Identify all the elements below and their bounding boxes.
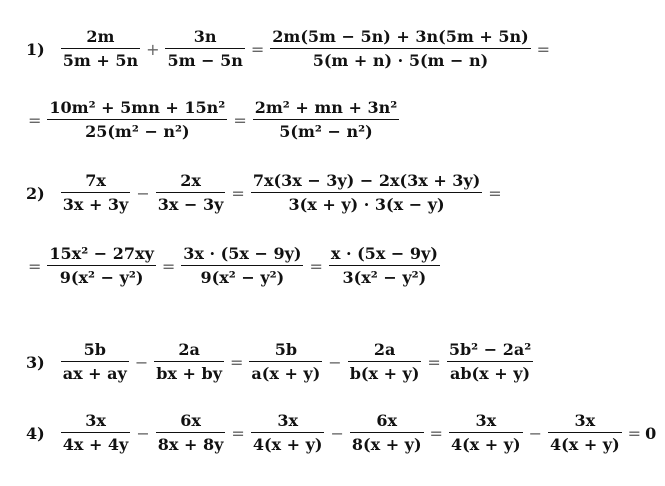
denominator: 8(x + y) [351, 435, 422, 455]
denominator: 5m + 5n [62, 51, 139, 71]
fraction-bar [253, 119, 400, 120]
numerator: 7x [85, 171, 106, 190]
fraction [253, 99, 400, 142]
fraction [270, 28, 530, 71]
denominator: 4x + 4y [62, 435, 129, 455]
fraction [329, 245, 440, 288]
numerator: 5b² − 2a² [448, 340, 532, 359]
denominator: 4(x + y) [450, 435, 521, 455]
denominator: 3x − 3y [157, 195, 224, 215]
equation-line [26, 412, 656, 455]
operator: = [233, 110, 247, 130]
denominator: 9(x² − y²) [200, 268, 285, 288]
operator: = [536, 39, 551, 59]
fraction-bar [47, 265, 155, 266]
operator: − [134, 352, 149, 372]
fraction [249, 341, 322, 384]
fraction [47, 245, 155, 288]
fraction-bar [181, 265, 303, 266]
fraction [156, 412, 226, 455]
operator: = [627, 423, 642, 443]
fraction-bar [61, 432, 131, 433]
numerator: 3n [193, 27, 217, 46]
fraction-bar [61, 361, 129, 362]
fraction [181, 245, 303, 288]
fraction [61, 172, 131, 215]
numerator: 5b [274, 340, 298, 359]
numerator: 2x [180, 171, 201, 190]
denominator: b(x + y) [349, 364, 420, 384]
denominator: bx + by [156, 364, 222, 384]
equation-line [26, 172, 504, 215]
fraction-bar [251, 432, 325, 433]
fraction-bar [61, 48, 140, 49]
operator: = [250, 39, 265, 59]
operator: − [136, 183, 150, 203]
operator: = [28, 256, 42, 276]
fraction [348, 341, 422, 384]
fraction-bar [329, 265, 440, 266]
equation-line [26, 28, 552, 71]
fraction-bar [348, 361, 422, 362]
equation-line [26, 99, 403, 142]
fraction [165, 28, 244, 71]
denominator: 5(m + n) · 5(m − n) [312, 51, 489, 71]
equation-line [26, 341, 537, 384]
denominator: 9(x² − y²) [59, 268, 144, 288]
denominator: 3(x² − y²) [342, 268, 427, 288]
fraction-bar [249, 361, 322, 362]
equation-line [26, 245, 444, 288]
fraction-bar [270, 48, 530, 49]
operator: = [309, 256, 323, 276]
fraction-bar [350, 432, 424, 433]
equation-number: 1) [26, 39, 45, 59]
fraction-bar [154, 361, 224, 362]
operator: + [146, 39, 160, 59]
numerator: x · (5x − 9y) [330, 244, 438, 263]
fraction-bar [165, 48, 244, 49]
denominator: a(x + y) [251, 364, 321, 384]
denominator: 3(x + y) · 3(x − y) [288, 195, 445, 215]
operator: = [161, 256, 176, 276]
fraction [449, 412, 523, 455]
numerator: 3x [574, 411, 596, 430]
fraction-bar [548, 432, 622, 433]
numerator: 3x [277, 411, 298, 430]
operator: − [328, 352, 342, 372]
denominator: 8x + 8y [157, 435, 224, 455]
denominator: ab(x + y) [449, 364, 531, 384]
fraction [447, 341, 533, 384]
fraction-bar [251, 192, 482, 193]
numerator: 6x [180, 411, 201, 430]
numerator: 2m² + mn + 3n² [254, 98, 398, 117]
numerator: 2m(5m − 5n) + 3n(5m + 5n) [272, 27, 529, 46]
denominator: 5(m² − n²) [279, 122, 373, 142]
fraction-bar [47, 119, 227, 120]
operator: = [231, 183, 245, 203]
fraction [156, 172, 226, 215]
numerator: 3x [85, 411, 106, 430]
fraction [61, 28, 140, 71]
denominator: 4(x + y) [550, 435, 620, 455]
operator: = [28, 110, 42, 130]
numerator: 5b [83, 340, 106, 359]
denominator: 25(m² − n²) [85, 122, 190, 142]
operator: = [230, 352, 244, 372]
fraction [251, 172, 482, 215]
operator: − [330, 423, 344, 443]
fraction [350, 412, 424, 455]
fraction-bar [61, 192, 131, 193]
operator: − [136, 423, 150, 443]
numerator: 3x [475, 411, 497, 430]
denominator: ax + ay [62, 364, 127, 384]
operator: = [488, 183, 502, 203]
numerator: 2m [86, 27, 115, 46]
fraction [61, 412, 131, 455]
numerator: 10m² + 5mn + 15n² [49, 98, 226, 117]
equation-number: 4) [26, 423, 45, 443]
fraction [251, 412, 325, 455]
denominator: 3x + 3y [62, 195, 129, 215]
numerator: 7x(3x − 3y) − 2x(3x + 3y) [252, 171, 481, 190]
fraction [61, 341, 129, 384]
fraction-bar [156, 192, 226, 193]
operator: = [231, 423, 245, 443]
numerator: 2a [178, 340, 200, 359]
operator: = [427, 352, 441, 372]
numerator: 3x · (5x − 9y) [183, 244, 302, 263]
equation-number: 3) [26, 352, 45, 372]
fraction-bar [449, 432, 523, 433]
numerator: 15x² − 27xy [49, 244, 154, 263]
fraction [548, 412, 622, 455]
fraction [47, 99, 227, 142]
fraction-bar [447, 361, 533, 362]
fraction-bar [156, 432, 226, 433]
numerator: 6x [376, 411, 398, 430]
result-value: 0 [645, 423, 657, 443]
numerator: 2a [373, 340, 396, 359]
operator: = [429, 423, 443, 443]
operator: − [528, 423, 543, 443]
denominator: 4(x + y) [252, 435, 323, 455]
equation-number: 2) [26, 183, 45, 203]
fraction [154, 341, 224, 384]
denominator: 5m − 5n [167, 51, 243, 71]
